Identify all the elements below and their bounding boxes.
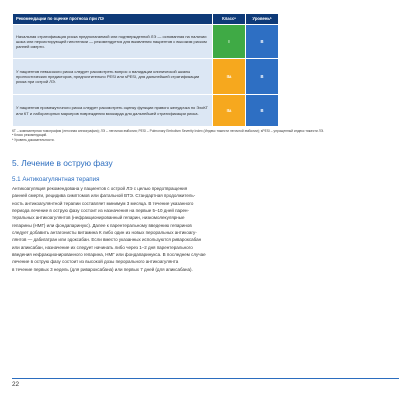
paragraph-line: ранней смерти, рецидива симптомов или фатальной ВТЭ. Стандартная продолжитель- [12, 193, 196, 199]
table-row [13, 25, 279, 59]
paragraph-line: или апиксабан, назначение их следует начинать либо через 1–2 дня парентерального [12, 244, 193, 250]
table-row [13, 95, 279, 127]
class-badge: IIa [213, 95, 246, 127]
level-badge: B [246, 59, 279, 95]
recommendation-text: У пациентов промежуточного риска следует рассмотреть оценку функции правого желудочка по ЭхоКГ или КТ и лабораторных маркеров повреждения миокарда для дальнейшей стратификации риска. [13, 95, 213, 127]
subsection-title: 5.1 Антикоагулянтная терапия [12, 176, 100, 183]
recommendation-text: У пациентов невысокого риска следует рассмотреть вопрос о валидации клинической шкалы прогностических предикторов, предпочтительно PESI или sPESI, для дальнейшей стратификации риска при острой ЛЭ. [13, 59, 213, 95]
paragraph-line: Антикоагуляция рекомендована у пациентов с острой ЛЭ с целью предотвращения [12, 186, 188, 191]
paragraph-line: ность антикоагулянтной терапии составляет минимум 3 месяца. В течение указанного [12, 200, 194, 206]
section-title: 5. Лечение в острую фазу [12, 158, 113, 168]
recommendation-text: Начальная стратификация риска предполагаемой или подтвержденной ЛЭ — основанная на наличии шока или персистирующей гипотензии — рекомендуется для выявления пациентов с высоким риском ранней смерти. [13, 25, 213, 59]
paragraph-line: лечение в острую фазу состоит из высокой дозы перорального антикоагулянта [12, 259, 179, 265]
paragraph-line: в течение первых 3 недель (для ривароксабана) или первых 7 дней (для апиксабана). [12, 266, 193, 272]
table-footnotes [12, 129, 392, 142]
table-header-row [13, 14, 279, 25]
paragraph-line: введения нефракционированного гепарина, НМГ или фондапаринукса. В последнем случае [12, 252, 206, 258]
paragraph-line: следует добавить антагонисты витамина К либо один из новых пероральных антикоагу- [12, 230, 197, 236]
class-badge: IIa [213, 59, 246, 95]
abbreviations-footnote: КТ – компьютерная томография (легочная ангиография); ЛЭ – легочная эмболия; PESI – Pulmonary Embolism Severity Index (Индекс тяжести легочной эмболии); sPESI – упрощенный индекс тяжести ЛЭ. [12, 129, 325, 133]
level-badge: B [246, 95, 279, 127]
table-row [13, 59, 279, 95]
class-footnote: ᵃ Класс рекомендаций. [12, 133, 48, 138]
paragraph-line: периода лечение в острую фазу состоит из назначения на первые 5–10 дней парен- [12, 208, 190, 214]
body-paragraph [12, 185, 392, 273]
level-footnote: ᵇ Уровень доказательности. [12, 137, 55, 142]
level-column-header: Уровеньᵇ [246, 14, 279, 25]
page-number: 22 [12, 381, 20, 388]
footer-divider [12, 378, 399, 379]
paragraph-line: теральных антикоагулянтов (нефракционированный гепарин, низкомолекулярные [12, 215, 185, 221]
recommendations-table [12, 13, 279, 127]
class-badge: I [213, 25, 246, 59]
recommendation-column-header: Рекомендации по оценке прогноза при ЛЭ [13, 14, 213, 25]
paragraph-line: лянтов — дабигатран или эдоксабан. Если вместо указанных используются ривароксабан [12, 237, 202, 243]
paragraph-line: гепарины (НМГ) или фондапаринукс). Далее к парентеральному введению гепаринов [12, 222, 192, 228]
class-column-header: Классᵃ [213, 14, 246, 25]
level-badge: B [246, 25, 279, 59]
